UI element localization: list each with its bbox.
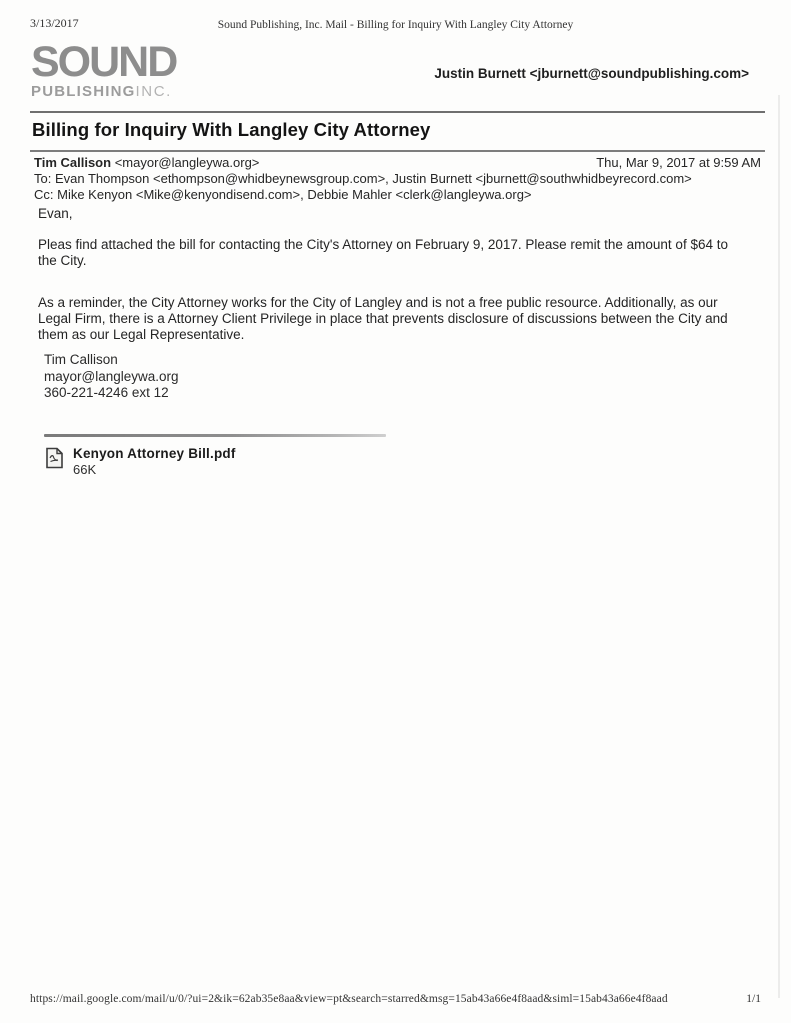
pdf-file-icon — [45, 447, 64, 469]
email-body — [38, 206, 744, 343]
attachment-divider — [44, 434, 386, 437]
logo-subtitle-publishing: PUBLISHING — [31, 82, 136, 100]
footer-url: https://mail.google.com/mail/u/0/?ui=2&ik=62ab35e8aa&view=pt&search=starred&msg=15ab43a66e4f8aad&siml=15ab43a66e4f8aad — [30, 993, 668, 1005]
body-greeting: Evan, — [38, 206, 73, 221]
body-paragraph: As a reminder, the City Attorney works for the City of Langley and is not a free public resource. Additionally, as our Legal Firm, there is a Attorney Client Privilege in place that prevents disclosure of discussions between the City and them as our Legal Representative. — [38, 295, 728, 342]
from-name: Tim Callison — [34, 155, 112, 170]
page-number: 1/1 — [746, 993, 761, 1005]
attachment-item — [44, 446, 404, 477]
account-owner: Justin Burnett <jburnett@soundpublishing.com> — [434, 66, 749, 81]
logo-wordmark: SOUND — [31, 38, 177, 86]
attachment-filename: Kenyon Attorney Bill.pdf — [73, 446, 236, 461]
to-line: To: Evan Thompson <ethompson@whidbeynewsgroup.com>, Justin Burnett <jburnett@southwhidbeyrecord.com> — [34, 171, 692, 186]
from-value — [34, 155, 259, 171]
body-paragraph: Pleas find attached the bill for contacting the City's Attorney on February 9, 2017. Please remit the amount of $64 to the City. — [38, 237, 728, 268]
email-meta — [34, 153, 761, 203]
print-page-title: Sound Publishing, Inc. Mail - Billing for Inquiry With Langley City Attorney — [217, 19, 574, 31]
subject-block — [30, 111, 765, 152]
email-signature — [44, 352, 179, 402]
scan-artifact-streak — [778, 95, 780, 998]
print-date: 3/13/2017 — [30, 16, 79, 30]
signature-email: mayor@langleywa.org — [44, 368, 179, 384]
signature-phone: 360-221-4246 ext 12 — [44, 385, 169, 400]
email-subject: Billing for Inquiry With Langley City Attorney — [32, 119, 431, 140]
attachment-size: 66K — [73, 462, 97, 477]
logo-subtitle-inc: INC. — [135, 82, 172, 100]
email-date: Thu, Mar 9, 2017 at 9:59 AM — [596, 155, 761, 170]
signature-name: Tim Callison — [44, 352, 118, 367]
from-row — [34, 153, 761, 171]
attachment-texts — [73, 446, 236, 477]
attachment-section — [44, 434, 404, 477]
print-header — [0, 16, 791, 34]
cc-line: Cc: Mike Kenyon <Mike@kenyondisend.com>, Debbie Mahler <clerk@langleywa.org> — [34, 187, 532, 202]
print-footer — [30, 993, 761, 1005]
logo-subtitle — [31, 84, 176, 99]
from-email: <mayor@langleywa.org> — [114, 155, 260, 170]
sound-publishing-logo — [31, 38, 177, 100]
